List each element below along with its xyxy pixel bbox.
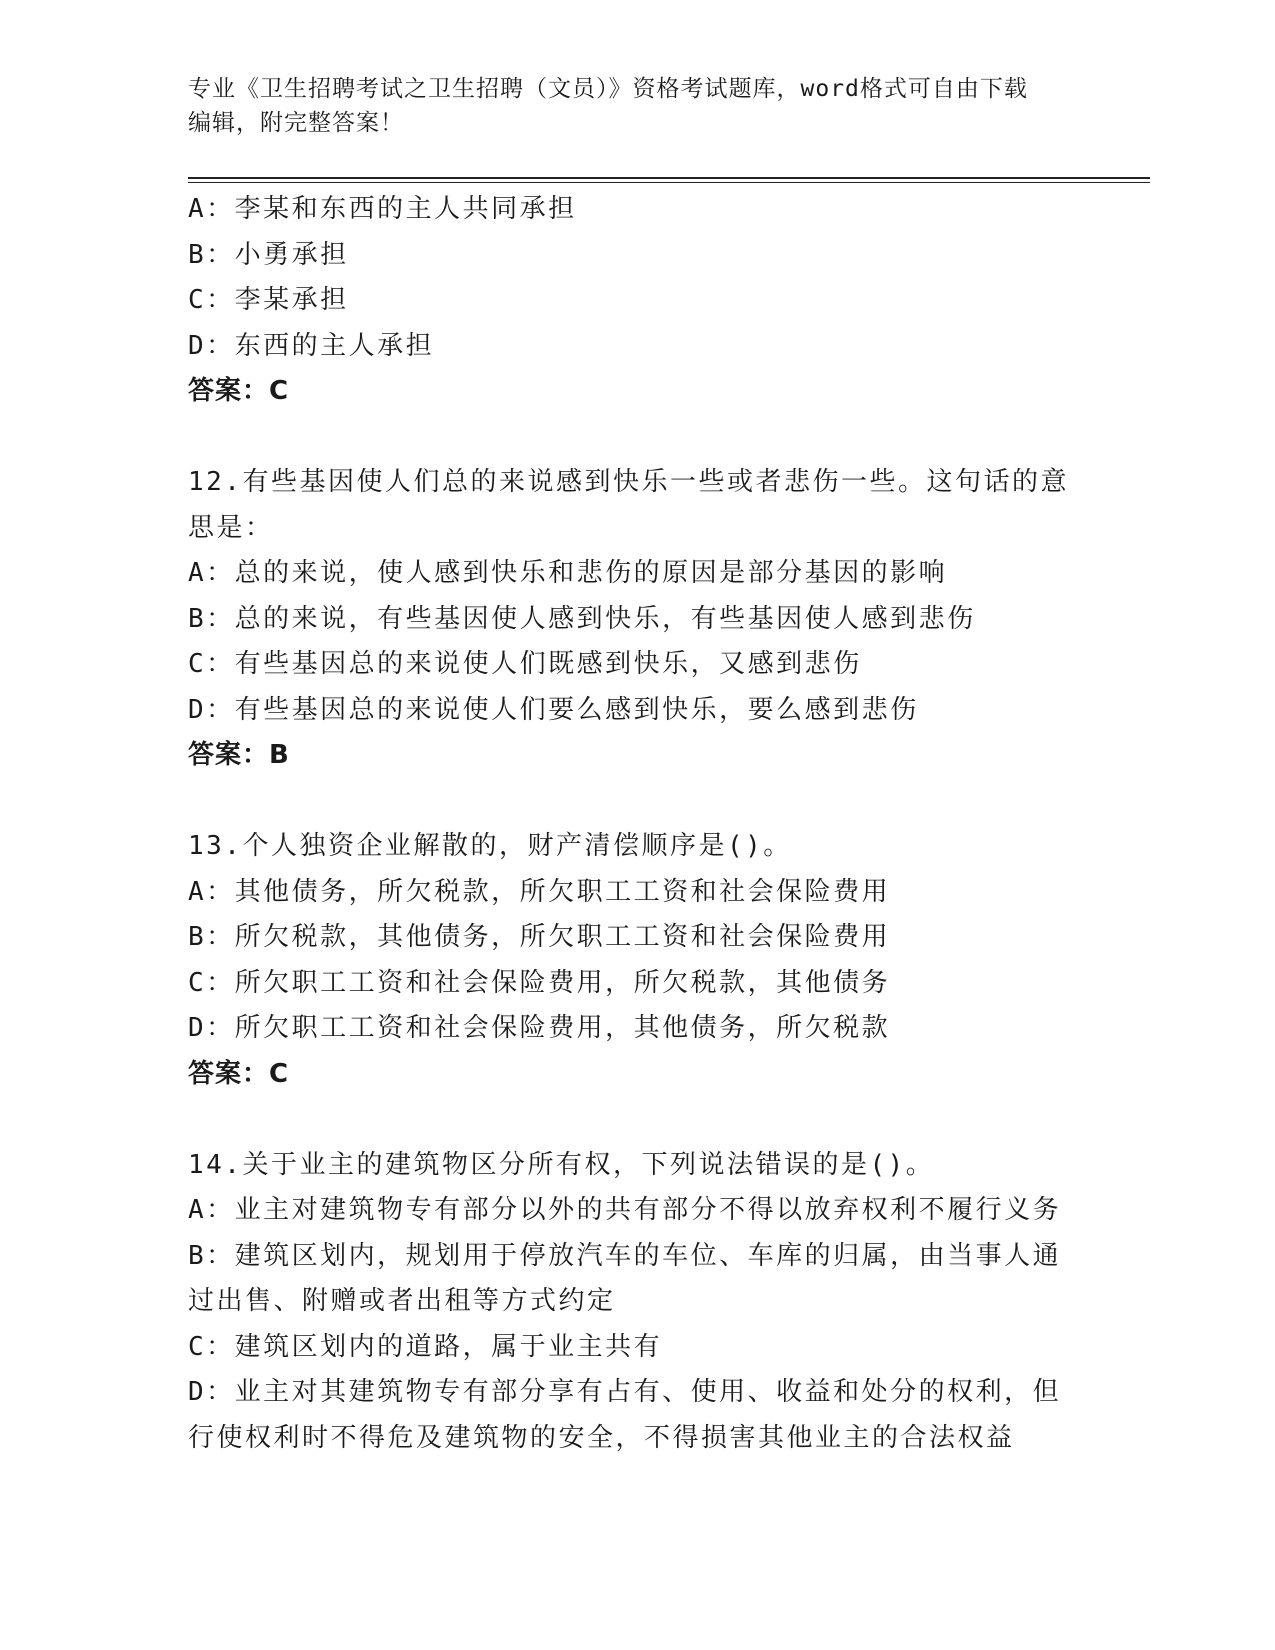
q11-option-d: D：东西的主人承担: [188, 330, 435, 361]
question-list: [188, 187, 1088, 1461]
document-header: [188, 72, 1088, 140]
q14-option-b-continued: 过出售、附赠或者出租等方式约定: [188, 1286, 616, 1316]
q13-option-b: B：所欠税款，其他债务，所欠职工工资和社会保险费用: [188, 922, 891, 952]
q14-option-b: B：建筑区划内，规划用于停放汽车的车位、车库的归属，由当事人通: [188, 1240, 1062, 1271]
question-spacer: [188, 779, 1088, 825]
question-11: [188, 187, 1088, 415]
q14-option-d-continued: 行使权利时不得危及建筑物的安全，不得损害其他业主的合法权益: [188, 1422, 1015, 1453]
q14-option-a: A：业主对建筑物专有部分以外的共有部分不得以放弃权利不履行义务: [188, 1195, 1062, 1225]
header-line-1: 专业《卫生招聘考试之卫生招聘（文员）》资格考试题库，word格式可自由下载: [188, 76, 1028, 102]
q12-stem-line-2: 思是：: [188, 512, 274, 543]
q12-answer: 答案：B: [188, 740, 290, 770]
question-spacer: [188, 1097, 1088, 1143]
q14-option-d: D：业主对其建筑物专有部分享有占有、使用、收益和处分的权利，但: [188, 1377, 1062, 1407]
q11-option-c: C：李某承担: [188, 285, 349, 315]
q13-option-c: C：所欠职工工资和社会保险费用，所欠税款，其他债务: [188, 967, 891, 998]
q13-option-d: D：所欠职工工资和社会保险费用，其他债务，所欠税款: [188, 1013, 891, 1043]
q12-option-a: A：总的来说，使人感到快乐和悲伤的原因是部分基因的影响: [188, 558, 948, 588]
header-divider-thin: [188, 182, 1150, 183]
q14-option-c: C：建筑区划内的道路，属于业主共有: [188, 1331, 663, 1362]
q12-stem-line-1: 12.有些基因使人们总的来说感到快乐一些或者悲伤一些。这句话的意: [188, 467, 1069, 497]
header-divider-thick: [188, 177, 1150, 179]
q11-option-b: B：小勇承担: [188, 239, 349, 270]
q12-option-c: C：有些基因总的来说使人们既感到快乐，又感到悲伤: [188, 649, 862, 679]
question-13: [188, 824, 1088, 1097]
q13-option-a: A：其他债务，所欠税款，所欠职工工资和社会保险费用: [188, 876, 891, 907]
q13-stem: 13.个人独资企业解散的，财产清偿顺序是()。: [188, 831, 792, 861]
q11-answer: 答案：C: [188, 376, 290, 406]
question-spacer: [188, 415, 1088, 461]
q12-option-d: D：有些基因总的来说使人们要么感到快乐，要么感到悲伤: [188, 694, 919, 725]
q13-answer: 答案：C: [188, 1058, 290, 1089]
question-14: [188, 1143, 1088, 1462]
question-12: [188, 460, 1088, 779]
q11-option-a: A：李某和东西的主人共同承担: [188, 194, 577, 224]
header-line-2: 编辑，附完整答案！: [188, 110, 404, 136]
q12-option-b: B：总的来说，有些基因使人感到快乐，有些基因使人感到悲伤: [188, 603, 976, 634]
q14-stem: 14.关于业主的建筑物区分所有权，下列说法错误的是()。: [188, 1149, 935, 1180]
